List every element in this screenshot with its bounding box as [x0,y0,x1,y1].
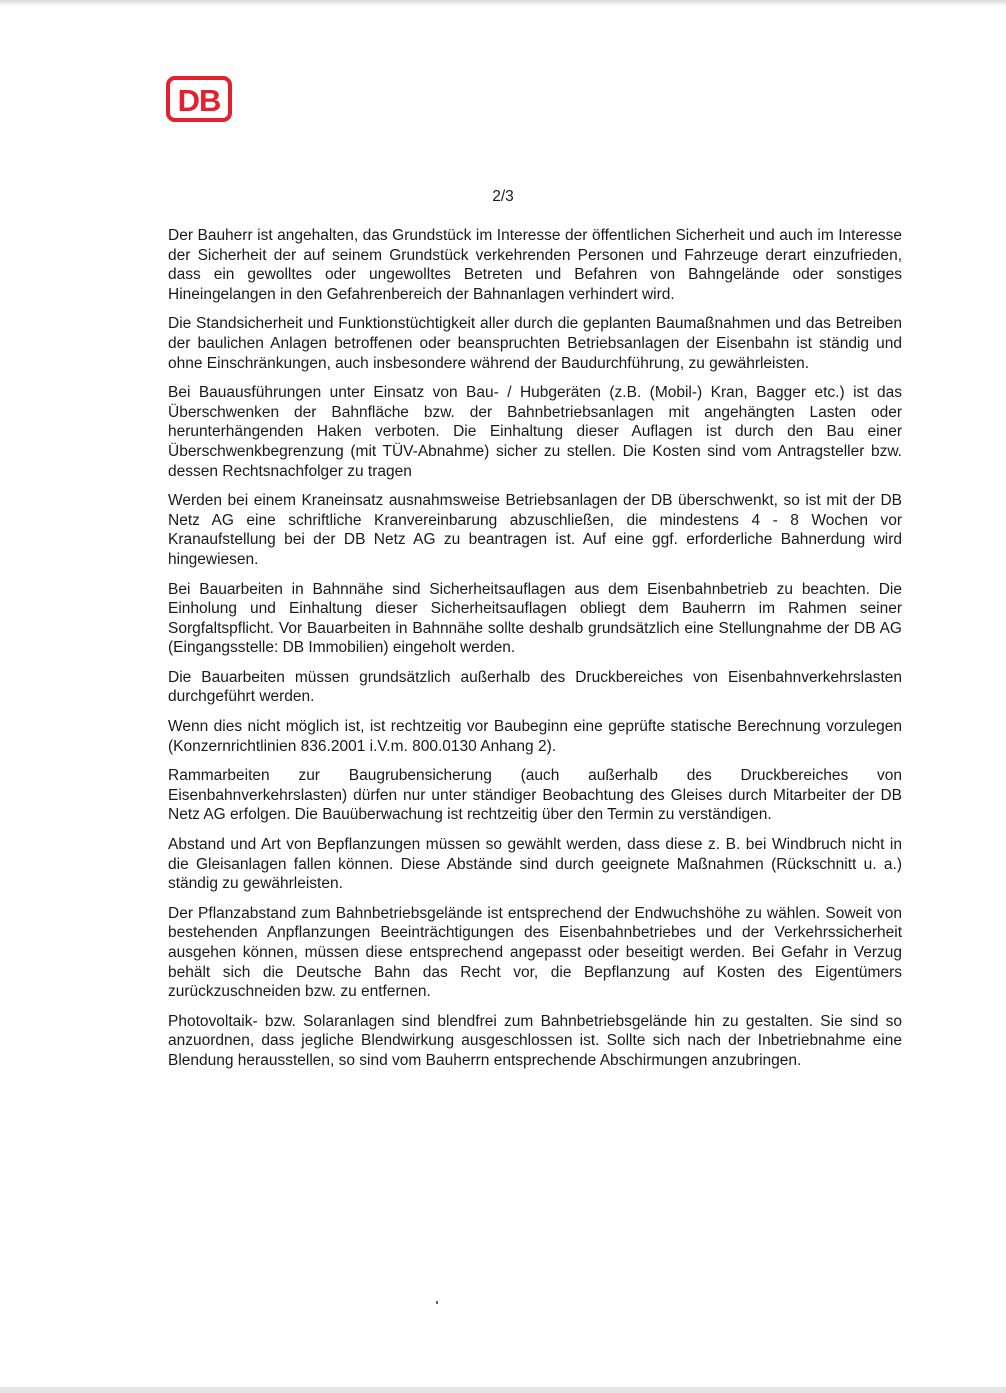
scan-edge-bottom [0,1387,1006,1393]
db-logo [166,76,232,122]
paragraph-planting-distance: Abstand und Art von Bepflanzungen müssen so gewählt werden, dass diese z. B. bei Windbruch nicht in die Gleisanlagen fallen können. Diese Abstände sind durch geeignete Maßnahmen (Rückschnitt u. a.) ständig zu gewährleisten. [168,836,902,893]
db-logo-text: DB [177,83,221,118]
paragraph-pressure-zone: Die Bauarbeiten müssen grundsätzlich außerhalb des Druckbereiches von Eisenbahnverkehrslasten durchgeführt werden. [168,668,902,706]
paragraph-planting-height: Der Pflanzabstand zum Bahnbetriebsgelände ist entsprechend der Endwuchshöhe zu wählen. Soweit von bestehenden Anpflanzungen Beeinträchtigungen des Eisenbahnbetriebes und der Verkehrssicherheit ausgehen können, müssen diese entsprechend angepasst oder beseitigt werden. Bei Gefahr in Verzug behält sich die Deutsche Bahn das Recht vor, die Bepflanzung auf Kosten des Eigentümers zurückzuschneiden bzw. zu entfernen. [168,904,902,1001]
paragraph-stability: Die Standsicherheit und Funktionstüchtigkeit aller durch die geplanten Baumaßnahmen und das Betreiben der baulichen Anlagen betroffenen oder beanspruchten Betriebsanlagen der Eisenbahn ist ständig und ohne Einschränkungen, auch insbesondere während der Baudurchführung, zu gewährleisten. [168,315,902,372]
page-number: 2/3 [492,188,514,205]
paragraph-static-calculation: Wenn dies nicht möglich ist, ist rechtzeitig vor Baubeginn eine geprüfte statische Berechnung vorzulegen (Konzernrichtlinien 836.2001 i.V.m. 800.0130 Anhang 2). [168,718,902,755]
scan-edge-top [0,0,1006,6]
paragraph-pile-driving: Rammarbeiten zur Baugrubensicherung (auch außerhalb des Druckbereiches von Eisenbahnverkehrslasten) dürfen nur unter ständiger Beobachtung des Gleises durch Mitarbeiter der DB Netz AG erfolgen. Die Bauüberwachung ist rechtzeitig über den Termin zu verständigen. [168,767,902,824]
document-body [168,226,902,1081]
paragraph-photovoltaic: Photovoltaik- bzw. Solaranlagen sind blendfrei zum Bahnbetriebsgelände hin zu gestalten. Sie sind so anzuordnen, dass jegliche Blendwirkung ausgeschlossen ist. Sollte sich nach der Inbetriebnahme eine Blendung herausstellen, so sind vom Bauherrn entsprechende Abschirmungen anzubringen. [168,1012,902,1069]
scan-speck [436,1301,438,1304]
paragraph-fencing: Der Bauherr ist angehalten, das Grundstück im Interesse der öffentlichen Sicherheit und auch im Interesse der Sicherheit der auf seinem Grundstück verkehrenden Personen und Fahrzeuge derart einzufrieden, dass ein gewolltes oder ungewolltes Betreten und Befahren von Bahngelände oder sonstiges Hineingelangen in den Gefahrenbereich der Bahnanlagen verhindert wird. [168,227,902,303]
paragraph-crane-agreement: Werden bei einem Kraneinsatz ausnahmsweise Betriebsanlagen der DB überschwenkt, so ist mit der DB Netz AG eine schriftliche Kranvereinbarung abzuschließen, die mindestens 4 - 8 Wochen vor Kranaufstellung bei der DB Netz AG zu beantragen ist. Auf eine ggf. erforderliche Bahnerdung wird hingewiesen. [168,492,902,568]
paragraph-crane-swing: Bei Bauausführungen unter Einsatz von Bau- / Hubgeräten (z.B. (Mobil-) Kran, Bagger etc.) ist das Überschwenken der Bahnfläche bzw. der Bahnbetriebsanlagen mit angehängten Lasten oder herunterhängenden Haken verboten. Die Einhaltung dieser Auflagen ist durch den Bau einer Überschwenkbegrenzung (mit TÜV-Abnahme) sicher zu stellen. Die Kosten sind vom Antragsteller bzw. dessen Rechtsnachfolger zu tragen [168,384,902,480]
paragraph-safety-requirements: Bei Bauarbeiten in Bahnnähe sind Sicherheitsauflagen aus dem Eisenbahnbetrieb zu beachten. Die Einholung und Einhaltung dieser Sicherheitsauflagen obliegt dem Bauherrn im Rahmen seiner Sorgfaltspflicht. Vor Bauarbeiten in Bahnnähe sollte deshalb grundsätzlich eine Stellungnahme der DB AG (Eingangsstelle: DB Immobilien) eingeholt werden. [168,580,902,657]
